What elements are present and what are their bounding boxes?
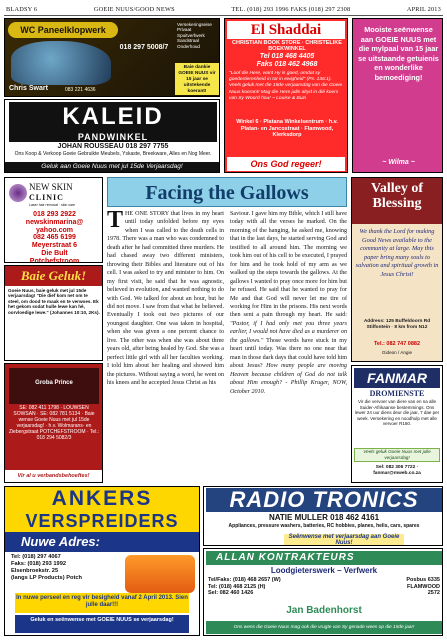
article-question: How many people are moving Heaven because children of God do not talk about Him enough? (230, 363, 347, 387)
publication-name: GOEIE NUUS/GOOD NEWS (93, 6, 175, 13)
valley-of-blessing-ad (351, 177, 443, 362)
fanmar-contact: Sel: 082 306 7722 · fanmar@mweb.co.za (373, 465, 421, 476)
article-quote: "Pastor, if I had only met you three years earlier, I would not have died as a murderer on the gallows." (230, 320, 347, 344)
ankers-title: ANKERS (5, 487, 199, 510)
allan-band: Ons wens die Goeie Nuus mag ook die vrugte van Sy genade wees op die 15de jaar! (206, 621, 442, 634)
wc-services: Versekeringseise Privaat Spuitverfwerk Sandstraal Onderhoud (177, 22, 212, 49)
fanmar-ad (351, 365, 443, 483)
skin-name-2: CLINIC (29, 193, 64, 202)
radio-desc: Appliances, pressure washers, batteries, RC hobbies, planes, helis, cars, spares (228, 523, 420, 529)
els-band: Ons God regeer! (227, 157, 345, 171)
fanmar-body: Vir die vervoer van diere van en na alle Suider-Afrikaanse bestemmings. Ons lewer 24 uur diens deur die jaar, 7 dae per week. Versekering en noodhulp met alle vervoer R160. (354, 399, 440, 426)
article-column-2: Saviour. I gave him my Bible, which I still have today with all the verses he marked. On the morning of the hanging, he asked me, knowing that in the last days, he started serving God and testified to all around him. The morning we took him out of his cell to be executed, I prayed for him and he took hold of my arm as we walked up the steps towards the gallows. At the gallows I wanted to pray once more for him but he refused. He said that he wanted to pray for Me and that God will never let me tire of working for Him in the prisons. His next words then sent a pain through my heart. He said: "Pastor, if I had only met you three years earlier, I would not have died as a murderer on the gallows." Those words have stuck in my heart until today. Was there no one near that man in those dark days that could have told him about Jesus? How many people are moving Heaven because children of God do not talk about Him enough? - Phillip Kruger, NOW, October 2010. (230, 211, 347, 395)
ankers-subtitle: VERSPREIDERS (5, 510, 199, 532)
allan-logo: ALLAN KONTRAKTEURS (206, 551, 442, 565)
groba-ad (4, 363, 103, 483)
wc-phone: 018 297 5008/7 (119, 44, 169, 51)
radio-tronics-ad (203, 486, 443, 546)
kaleid-band: Geluk aan Goeie Nuus met jul 15de Verjaarsdag! (5, 162, 219, 172)
page-number: BLADSY 6 (6, 6, 38, 13)
wc-logo: WC Paneelklopwerk (8, 22, 118, 38)
groba-logo: Groba Prince (9, 368, 99, 404)
mooiste-ad (352, 18, 443, 173)
ankers-band: Geluk en seënwense met GOEIE NUUS se verjaarsdag! (15, 615, 189, 633)
el-shaddai-ad (224, 18, 348, 173)
fanmar-sub: DROMIENSTE (369, 389, 425, 398)
skin-logo-icon (9, 184, 27, 202)
article-title: Facing the Gallows (107, 177, 347, 207)
ankers-new-address: Nuwe Adres: (5, 532, 199, 552)
valley-title: Valley of Blessing (352, 178, 442, 224)
ankers-contact: Tel: (018) 297 4067 Faks: (018) 293 1992 Elsenbroekstr. 25 (langs LP Products) Potch (11, 554, 82, 581)
valley-tel: Tel.: 082 747 0882 (373, 341, 421, 347)
allan-sub: Loodgieterswerk – Verfwerk (270, 566, 378, 575)
kaleid-name: KALEID (9, 102, 217, 132)
baie-geluk-ad (4, 265, 103, 361)
els-contact: Tel 018 468 4405 Faks 018 462 4968 (256, 53, 318, 68)
els-quote: "Loof die Here, want Hy is goed, omdat sy goedertierenheid in tot in ewigheid" (Ps. 136:1). Veels geluk met die 15de verjaarsdag van die Goeie Nuus koerant! Mag die Here julle altyd in dié koers van Sy Woord hou! ~ Louise & Buzi (229, 71, 343, 101)
article-source: - Phillip Kruger, NOW, October 2010. (230, 380, 347, 395)
skin-name-1: NEW SKIN (29, 182, 73, 192)
article-column-1: THE ONE STORY that lives in my heart until today unfolded before my eyes when I was called to the death cells in 1978. There was a man who was condemned to death after he had committed three murders. He had chased away two different ministers, throwing their Bibles and literature out of his cell. I was asked to try and minister to him. On my first visit, he said that he was agnostic, believed in evolution, and wanted nothing to do with God. We talked for about an hour, but he did not move. I saw from that what he believed. Eventually I took out two pictures of our youngest daughter. One was taken in hospital, when she was given a one percent chance to live. The other was when she was about three years old, after being healed by God. She was a perfect little girl with all her faculties working. I told him about her healing and showed him the pictures. Without saying a word, he went on his knees and he accepted Jesus Christ as his (107, 207, 224, 387)
allan-postal: Posbus 6335 FLAMWOOD 2572 (406, 577, 440, 597)
els-title: El Shaddai (227, 21, 345, 39)
radio-logo: RADIO TRONICS (206, 488, 442, 512)
header-contact: TEL. (018) 293 1996 FAKS (018) 297 2308 (231, 6, 351, 13)
els-shop: Winkel 6 · Platana Winkelsentrum · h.v. Platan- en Jancostraat · Flamwood, Klerksdorp (236, 119, 338, 139)
baie-title: Baie Geluk! (5, 266, 102, 286)
allan-owner: Jan Badenhorst (286, 605, 362, 616)
els-sub: CHRISTIAN BOOK STORE · CHRISTELIKE BOEKWINKEL (232, 40, 342, 52)
mooiste-signature: ~ Wilma ~ (382, 159, 415, 166)
kaleid-owner: JOHAN ROUSSEAU 018 297 7755 (57, 143, 169, 150)
issue-date: APRIL 2013 (406, 6, 441, 13)
groba-band: Vir al u verbandsbehoeftes! (5, 470, 102, 482)
fanmar-band: Veels geluk Goeie Nuus met julle verjaarsdag! (354, 448, 440, 462)
wc-thanks-box: Baie dankie GOEIE NUUS vir 15 jaar se uitstekende koerant! (175, 63, 219, 95)
wc-paneelklopwerk-ad (4, 18, 220, 97)
radio-tel: NATIE MULLER 018 462 4161 (268, 513, 380, 522)
kaleid-desc: Ons Koop & Verkoop Goeie Gebruikte Meubels, Yskaste, Breekware, Alles en Nog Meer. (14, 151, 212, 157)
drop-cap: T (107, 207, 124, 233)
allan-kontrakteurs-ad (203, 548, 443, 636)
ankers-move: In nuwe perseel en reg vir besigheid vanaf 2 April 2013. Sien julle daar!!! (15, 593, 189, 613)
car-image (11, 41, 111, 85)
facing-the-gallows-article (107, 177, 347, 483)
wc-owner: Chris Swart (9, 85, 48, 92)
mooiste-text: Mooiste seënwense aan GOEIE NUUS met die mylpaal van 15 jaar se uitstaande getuienis en wonderlike bemoediging! (358, 25, 439, 82)
pump-image (125, 555, 195, 593)
fanmar-logo: FANMAR (354, 368, 440, 388)
groba-body: SE: 082 411 1798 · LOUWSEN SOWSAN · SE: 082 781 5134 · Baie wense Goeie Nuus met jul 15de verjaarsdag! · h.v. Wolmarans- en Ziebergstraat POTCHEFSTROOM · Tel.: 018 294 5082/3 (8, 405, 100, 441)
kaleid-sub: PANDWINKEL (9, 132, 217, 142)
ankers-ad (4, 486, 200, 636)
page-header (4, 4, 443, 16)
allan-phones: Tel/Faks: (018) 468 2657 (W) Tel: (018) 468 2125 (H) Sel: 082 460 1426 (208, 577, 281, 597)
valley-body: We thank the Lord for making Good News available to the community at large. May this paper bring many souls to salvation and spiritual growth in Jesus Christ! (355, 228, 439, 278)
skin-contact: 018 293 2922 newskinmarina@ yahoo.com 082 465 6199 Meyerstraat 6 Die Bult Potchefstroom (25, 211, 84, 263)
radio-band: Seënwense met verjaarsdag aan Goeie Nuus! (284, 534, 404, 546)
new-skin-clinic-ad (4, 177, 103, 263)
baie-body: Goeie Nuus, baie geluk met jul 15de verjaarsdag! "Die dief kom net om te steel, om dood te maak en te verwoes. Ek het gekom sodat hulle lewe kan hê, oorvloedige lewe." (Johannes 10:10, 2Ks). (8, 288, 100, 315)
valley-pastor: Gideon / Angie (381, 350, 413, 355)
valley-address: Address: 125 Buffeldoorn Rd Stilfontein · 8 km from N12 (363, 319, 431, 330)
wc-cell: 083 221 4636 (65, 87, 96, 93)
skin-tag: Laser hair removal · skin care (29, 203, 76, 207)
kaleid-ad (4, 99, 220, 173)
